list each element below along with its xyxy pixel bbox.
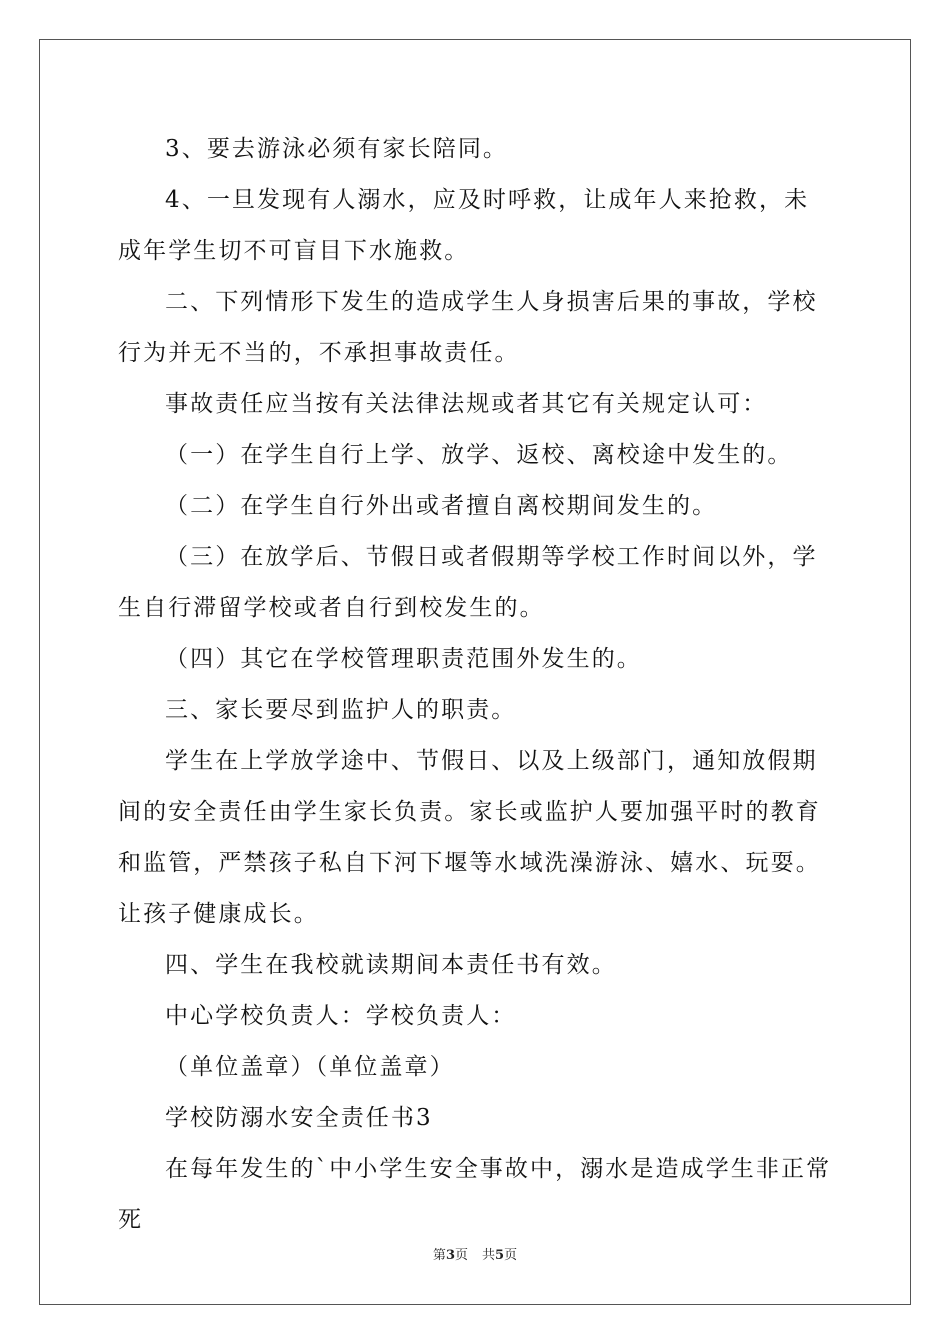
paragraph: 事故责任应当按有关法律法规或者其它有关规定认可： bbox=[165, 391, 768, 417]
total-suffix: 页 bbox=[504, 1248, 518, 1263]
paragraph: （单位盖章）（单位盖章） bbox=[165, 1054, 455, 1080]
paragraph: （三）在放学后、节假日或者假期等学校工作时间以外，学生自行滞留学校或者自行到校发生的。 bbox=[118, 544, 818, 621]
total-prefix: 共 bbox=[482, 1248, 496, 1263]
paragraph: （二）在学生自行外出或者擅自离校期间发生的。 bbox=[165, 493, 718, 519]
page-prefix: 第 bbox=[432, 1248, 446, 1263]
paragraph: 三、家长要尽到监护人的职责。 bbox=[165, 697, 517, 723]
paragraph: （一）在学生自行上学、放学、返校、离校途中发生的。 bbox=[165, 442, 793, 468]
page-current: 3 bbox=[445, 1248, 455, 1263]
page-footer bbox=[0, 1247, 950, 1265]
page-total: 5 bbox=[495, 1248, 505, 1263]
paragraph: 四、学生在我校就读期间本责任书有效。 bbox=[165, 952, 617, 978]
paragraph: 二、下列情形下发生的造成学生人身损害后果的事故，学校行为并无不当的，不承担事故责任。 bbox=[118, 289, 818, 366]
paragraph: 学生在上学放学途中、节假日、以及上级部门，通知放假期间的安全责任由学生家长负责。家长或监护人要加强平时的教育和监管，严禁孩子私自下河下堰等水域洗澡游泳、嬉水、玩耍。让孩子健康成长。 bbox=[118, 748, 821, 927]
paragraph: 中心学校负责人：学校负责人： bbox=[165, 1003, 517, 1029]
paragraph: （四）其它在学校管理职责范围外发生的。 bbox=[165, 646, 642, 672]
document-body bbox=[118, 124, 834, 1246]
section-title: 学校防溺水安全责任书3 bbox=[165, 1105, 433, 1131]
paragraph: 在每年发生的`中小学生安全事故中，溺水是造成学生非正常死 bbox=[118, 1156, 832, 1233]
paragraph: 3、要去游泳必须有家长陪同。 bbox=[165, 136, 509, 162]
page-suffix: 页 bbox=[454, 1248, 468, 1263]
paragraph: 4、一旦发现有人溺水，应及时呼救，让成年人来抢救，未成年学生切不可盲目下水施救。 bbox=[118, 187, 810, 264]
